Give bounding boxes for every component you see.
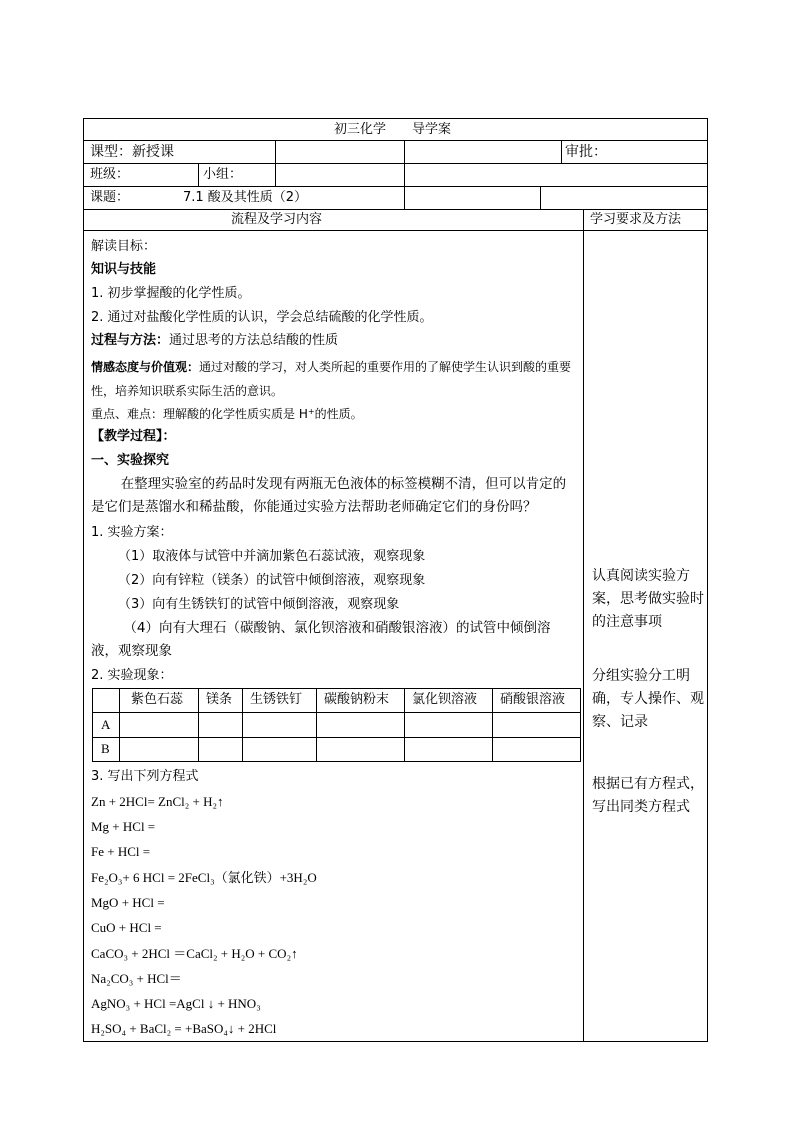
- objective-2: 2. 通过对盐酸化学性质的认识，学会总结硫酸的化学性质。: [91, 310, 433, 325]
- equation-line: MgO + HCl =: [91, 895, 165, 910]
- side-note: 分组实验分工明确，专人操作、观察、记录: [592, 668, 704, 730]
- grid-line: [84, 186, 707, 187]
- class-label: 班级：: [90, 167, 130, 182]
- plan-title: 1. 实验方案：: [91, 525, 173, 540]
- table-header-cell: 紫色石蕊: [131, 692, 184, 707]
- table-row-label: B: [101, 741, 110, 756]
- process-objective: [91, 333, 338, 349]
- group-label: 小组：: [203, 167, 243, 182]
- emotion-text: 通过对酸的学习，对人类所起的重要作用的了解使学生认识到酸的重要性，培养知识联系实际生活的意识。: [91, 360, 572, 398]
- equation-line: Na₂CO₃ + HCl＝: [91, 971, 182, 986]
- emotion-title: 情感态度与价值观：: [91, 360, 200, 374]
- table-line: [119, 688, 120, 762]
- grid-line: [540, 186, 541, 209]
- grid-line: [84, 209, 707, 210]
- process-text: 通过思考的方法总结酸的性质: [169, 333, 339, 348]
- process-title: 过程与方法：: [91, 333, 170, 348]
- table-header-cell: 生锈铁钉: [250, 692, 303, 707]
- knowledge-title: 知识与技能: [91, 262, 157, 277]
- plan-item: （4）向有大理石（碳酸钠、氯化钡溶液和硝酸银溶液）的试管中倾倒溶液，观察现象: [91, 620, 551, 659]
- approval-label: 审批：: [565, 144, 607, 160]
- grid-line: [404, 163, 405, 186]
- table-line: [92, 712, 581, 713]
- grid-line: [404, 140, 405, 163]
- equation-line: H₂SO₄ + BaCl₂ = +BaSO₄↓ + 2HCl: [91, 1021, 277, 1036]
- objectives-heading: 解读目标：: [91, 239, 157, 254]
- equation-line: CuO + HCl =: [91, 920, 162, 935]
- equation-line: Mg + HCl =: [91, 819, 156, 834]
- table-line: [92, 761, 581, 762]
- table-header-cell: 镁条: [206, 692, 233, 707]
- objective-1: 1. 初步掌握酸的化学性质。: [91, 286, 251, 301]
- table-line: [492, 688, 493, 762]
- equation-line: CaCO₃ + 2HCl ＝CaCl₂ + H₂O + CO₂↑: [91, 946, 298, 961]
- observe-title: 2. 实验现象：: [91, 668, 173, 683]
- side-note: 根据已有方程式，写出同类方程式: [592, 776, 704, 815]
- intro-paragraph: 在整理实验室的药品时发现有两瓶无色液体的标签模糊不清，但可以肯定的是它们是蒸馏水和稀盐酸，你能通过实验方法帮助老师确定它们的身份吗？: [91, 476, 567, 515]
- table-header-cell: 碳酸钠粉末: [324, 692, 390, 707]
- table-line: [404, 688, 405, 762]
- table-line: [92, 688, 581, 689]
- side-note: 认真阅读实验方案，思考做实验时的注意事项: [592, 568, 704, 630]
- grid-line: [198, 163, 199, 186]
- equation-line: Fe + HCl =: [91, 844, 151, 859]
- plan-item: （1）取液体与试管中并滴加紫色石蕊试液，观察现象: [118, 549, 426, 564]
- key-label: 重点、难点：: [91, 407, 164, 421]
- column-header-method: 学习要求及方法: [590, 212, 682, 227]
- grid-line: [404, 186, 405, 209]
- document-title: 初三化学 导学案: [334, 122, 452, 137]
- table-line: [580, 688, 581, 762]
- equation-line: AgNO₃ + HCl =AgCl ↓ + HNO₃: [91, 996, 261, 1011]
- topic-title: 7.1 酸及其性质（2）: [183, 190, 308, 205]
- table-line: [198, 688, 199, 762]
- table-line: [242, 688, 243, 762]
- table-header-cell: 硝酸银溶液: [500, 692, 566, 707]
- topic-label: 课题：: [90, 190, 130, 205]
- table-line: [316, 688, 317, 762]
- equation-line: Zn + 2HCl= ZnCl₂ + H₂↑: [91, 794, 224, 809]
- equation-line: Fe₂O₃+ 6 HCl = 2FeCl₃（氯化铁）+3H₂O: [91, 870, 317, 885]
- key-text: 理解酸的化学性质实质是 H: [163, 407, 308, 421]
- table-line: [92, 688, 93, 762]
- column-header-process: 流程及学习内容: [231, 212, 323, 227]
- key-tail: 的性质。: [314, 407, 363, 421]
- column-divider: [583, 209, 584, 1041]
- grid-line: [561, 140, 562, 163]
- grid-line: [275, 140, 276, 163]
- table-line: [92, 737, 581, 738]
- key-points: [91, 406, 363, 422]
- table-header-cell: 氯化钡溶液: [412, 692, 478, 707]
- teaching-heading: 【教学过程】：: [91, 429, 176, 444]
- key-superscript: +: [307, 407, 315, 416]
- emotion-objective: [91, 355, 576, 403]
- grid-line: [84, 230, 707, 231]
- plan-item: （2）向有锌粒（镁条）的试管中倾倒溶液，观察现象: [118, 573, 426, 588]
- grid-line: [84, 163, 707, 164]
- table-row-label: A: [101, 717, 111, 732]
- lesson-plan-sheet: [83, 118, 708, 1042]
- grid-line: [84, 140, 707, 141]
- grid-line: [275, 163, 276, 186]
- plan-item: （3）向有生锈铁钉的试管中倾倒溶液，观察现象: [118, 597, 400, 612]
- equation-title: 3. 写出下列方程式: [91, 769, 199, 784]
- results-table: [92, 688, 581, 762]
- course-type: 课型：新授课: [90, 144, 174, 160]
- section-1-title: 一、实验探究: [91, 453, 170, 468]
